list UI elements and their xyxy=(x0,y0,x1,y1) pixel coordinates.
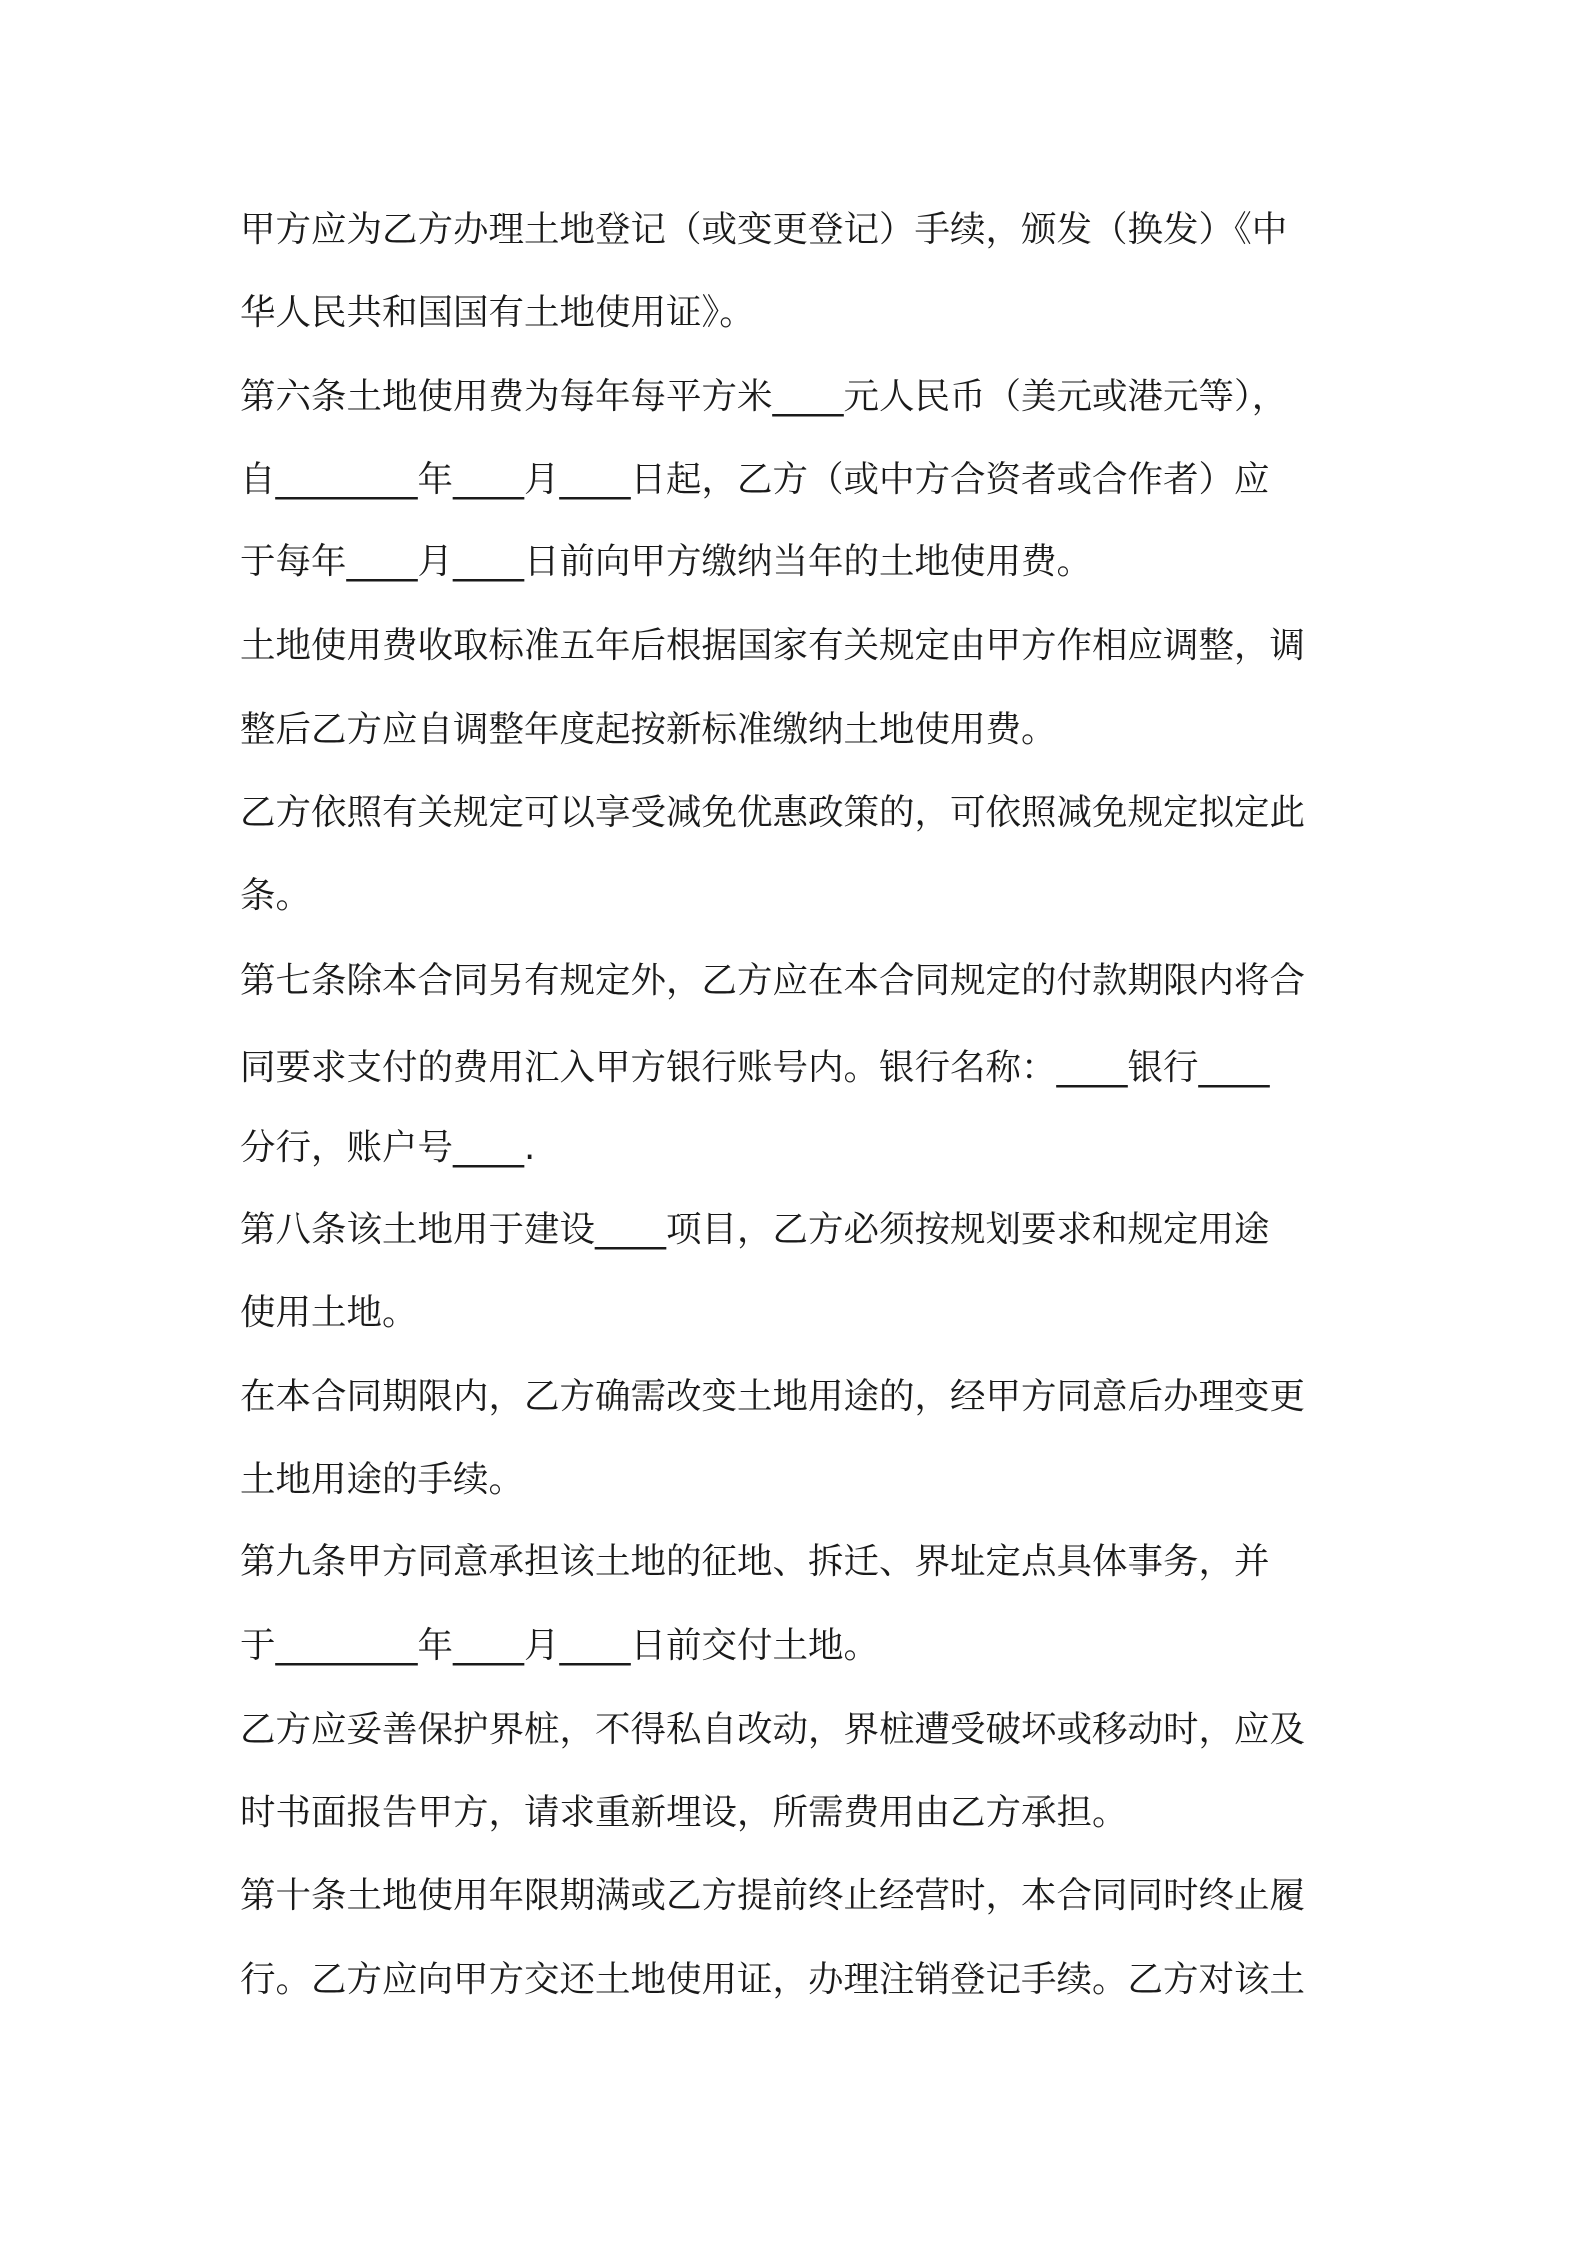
text-line: 土地使用费收取标准五年后根据国家有关规定由甲方作相应调整，调 xyxy=(240,625,1306,666)
text-line: 同要求支付的费用汇入甲方银行账号内。银行名称：____银行____ xyxy=(240,1047,1270,1088)
text-line: 在本合同期限内，乙方确需改变土地用途的，经甲方同意后办理变更 xyxy=(240,1376,1306,1417)
text-line: 自________年____月____日起，乙方（或中方合资者或合作者）应 xyxy=(240,459,1270,500)
text-line: 第六条土地使用费为每年每平方米____元人民币（美元或港元等）， xyxy=(240,376,1288,417)
text-line: 时书面报告甲方，请求重新埋设，所需费用由乙方承担。 xyxy=(240,1792,1128,1833)
text-line: 使用土地。 xyxy=(240,1292,418,1333)
text-line: 分行，账户号____. xyxy=(240,1127,536,1168)
text-line: 乙方应妥善保护界桩，不得私自改动，界桩遭受破坏或移动时，应及 xyxy=(240,1709,1306,1750)
text-line: 乙方依照有关规定可以享受减免优惠政策的，可依照减免规定拟定此 xyxy=(240,792,1306,833)
text-line: 行。乙方应向甲方交还土地使用证，办理注销登记手续。乙方对该土 xyxy=(240,1959,1306,2000)
text-line: 第十条土地使用年限期满或乙方提前终止经营时，本合同同时终止履 xyxy=(240,1875,1306,1916)
text-line: 于________年____月____日前交付土地。 xyxy=(240,1625,880,1666)
text-line: 华人民共和国国有土地使用证》。 xyxy=(240,292,755,333)
text-line: 甲方应为乙方办理土地登记（或变更登记）手续，颁发（换发）《中 xyxy=(240,209,1288,250)
text-line: 第九条甲方同意承担该土地的征地、拆迁、界址定点具体事务，并 xyxy=(240,1541,1270,1582)
text-line: 第八条该土地用于建设____项目，乙方必须按规划要求和规定用途 xyxy=(240,1209,1270,1250)
text-line: 第七条除本合同另有规定外，乙方应在本合同规定的付款期限内将合 xyxy=(240,960,1306,1001)
text-line: 于每年____月____日前向甲方缴纳当年的土地使用费。 xyxy=(240,541,1093,582)
text-line: 土地用途的手续。 xyxy=(240,1459,525,1500)
text-line: 条。 xyxy=(240,875,312,916)
text-line: 整后乙方应自调整年度起按新标准缴纳土地使用费。 xyxy=(240,709,1057,750)
